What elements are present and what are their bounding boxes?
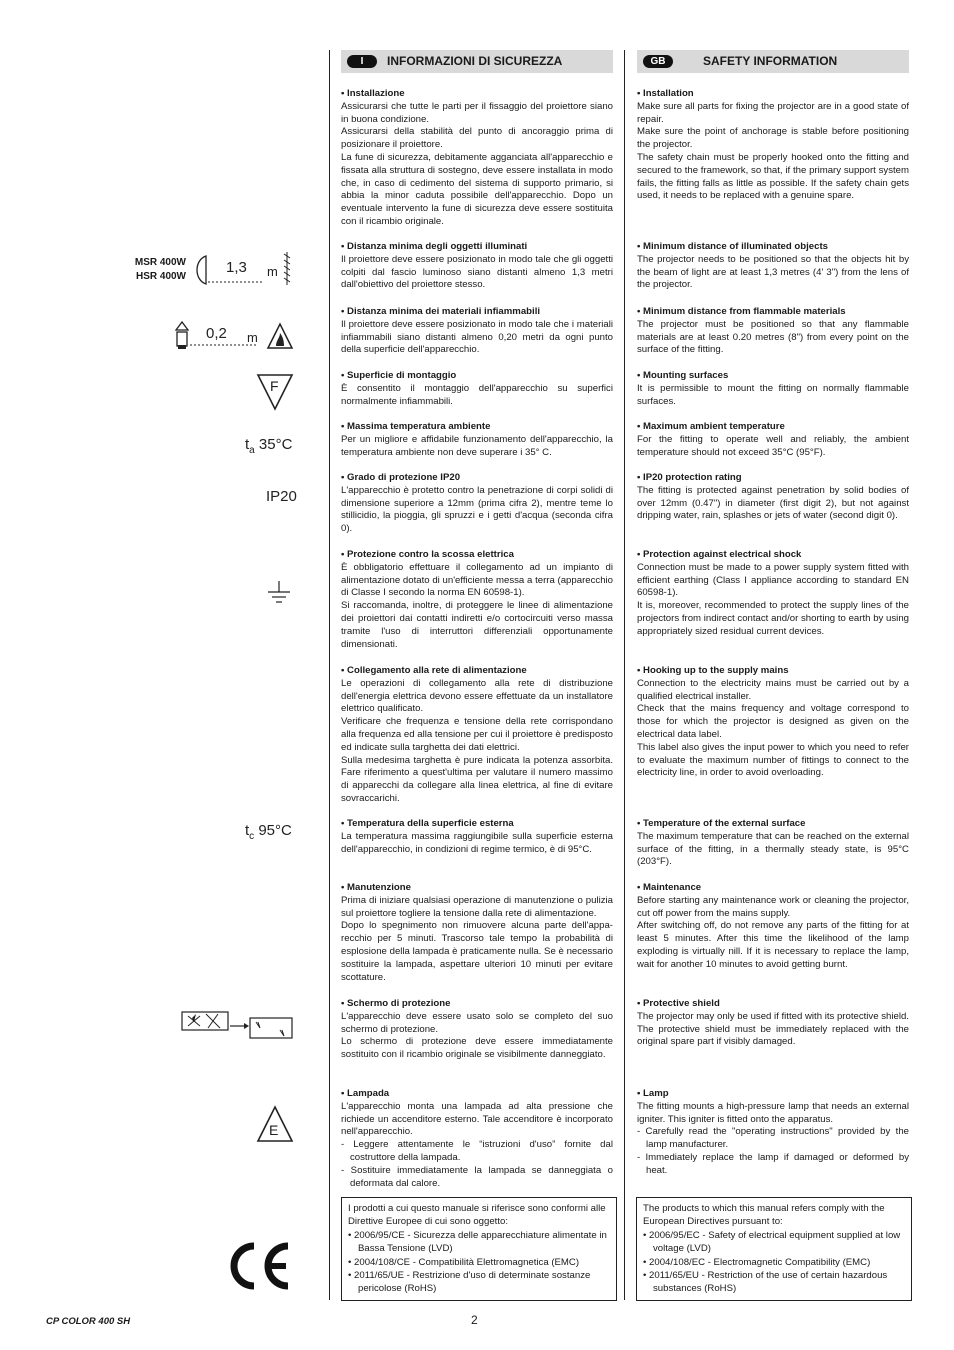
lamp-model-labels: [110, 256, 186, 284]
ambient-temp-sub: a: [249, 445, 255, 456]
mounting-surface-letter: F: [270, 378, 279, 394]
illuminated-distance-unit: m: [267, 264, 278, 279]
list-item: • 2011/65/UE - Restrizione d'uso di determinate sostanze pericolose (RoHS): [348, 1270, 591, 1295]
language-badge-it: I: [347, 55, 377, 68]
surface-temp-sub: c: [249, 831, 255, 842]
divider-left: [329, 50, 330, 1300]
it-section-mounting-surface: • Superficie di montaggio È consentito il montaggio dell'apparecchio su superfici normalmente infiammabili.: [341, 370, 613, 407]
it-section-min-distance-lit: • Distanza minima degli oggetti illuminati Il proiettore deve essere posizionato in modo tale che gli oggetti colpiti dal fascio luminoso siano distanti almeno 1,3 metri dall'obiettivo del proiettore stesso.: [341, 241, 613, 291]
gb-section-lamp: • Lamp The fitting mounts a high-pressure lamp that needs an external igniter. This igniter is fitted onto the apparatus. - Carefully read the "operating instructions" provided by the lamp manufacturer. - Immediately replace the lamp if damaged or deformed by heat.: [637, 1088, 909, 1176]
list-item: • 2004/108/EC - Electromagnetic Compatibility (EMC): [643, 1256, 871, 1268]
surface-temp-value: 95°C: [258, 822, 292, 839]
it-section-maintenance: • Manutenzione Prima di iniziare qualsiasi operazione di manutenzione o pulizia sul proiettore togliere la tensione dalla rete di alimentazione. Dopo lo spegnimento non rimuovere alcuna parte dell'appa-recchio per 5 minuti. Trascorso tale tempo la probabilità di esplosione della lampada è praticamente nulla. Se è necessario sostituire la lampada, aspettare ulteriori 10 minuti per evitare scottature.: [341, 882, 613, 983]
ambient-temp-prefix: t: [245, 436, 250, 453]
illuminated-distance-value: 1,3: [226, 259, 247, 276]
flammable-distance-icon: [172, 318, 296, 352]
gb-column-header: [637, 50, 909, 73]
earth-ground-icon: [266, 580, 292, 606]
list-item: • 2006/95/CE - Sicurezza delle apparecchiature alimentate in Bassa Tensione (LVD): [348, 1229, 607, 1255]
it-section-min-distance-flammable: • Distanza minima dei materiali infiammabili Il proiettore deve essere posizionato in modo tale che i materiali infiammabili siano distanti almeno 0,20 metri da ogni punto della superficie dell'apparecchio.: [341, 306, 613, 356]
it-section-installation: • Installazione Assicurarsi che tutte le parti per il fissaggio del proiettore siano in buona condizione. Assicurarsi della stabilità del punto di ancoraggio prima di posizionare il proiettore. La fune di sicurezza, debitamente agganciata all'apparecchio e fissata alla struttura di sostegno, deve essere installata in modo che, in caso di cedimento del sistema di supporto primario, si abbia la minor caduta possibile dell'apparecchio. Dopo un eventuale intervento la fune di sicurezza deve essere sostituita con il ricambio originale.: [341, 88, 613, 227]
list-item: - Sostituire immediatamente la lampada se danneggiata o deformata dal calore.: [341, 1164, 613, 1189]
ambient-temp-symbol: [245, 436, 292, 456]
divider-middle: [624, 50, 625, 1300]
gb-section-ip20: • IP20 protection rating The fitting is protected against penetration by solid bodies of over 12mm (0.47") in diameter (first digit 2), but not against dripping water, rain, splashes or jets of water (second digit 0).: [637, 472, 909, 522]
language-badge-gb: GB: [643, 55, 673, 68]
ip-rating-label: IP20: [266, 488, 297, 505]
flammable-distance-value: 0,2: [206, 325, 227, 342]
list-item: • 2011/65/EU - Restriction of the use of certain hazardous substances (RoHS): [643, 1270, 888, 1295]
list-item: - Leggere attentamente le “istruzioni d'uso” fornite dal costruttore della lampada.: [341, 1139, 613, 1163]
gb-section-surface-temp: • Temperature of the external surface The maximum temperature that can be reached on the external surface of the fitting, in a thermally steady state, is 95°C (203°F).: [637, 818, 909, 868]
it-section-ambient-temp: • Massima temperatura ambiente Per un migliore e affidabile funzionamento dell'apparecchio, la temperatura ambiente non deve superare i 35° C.: [341, 421, 613, 458]
it-section-supply-mains: • Collegamento alla rete di alimentazione Le operazioni di collegamento alla rete di distribuzione dell'energia elettrica devono essere effettuate da un installatore elettrico qualificato. Verificare che frequenza e tensione della rete corrispondano alla frequenza ed alla tensione per cui il proiettore è predisposto ed indicate sulla targhetta dei dati elettrici. Sulla medesima targhetta è pure indicata la potenza assorbita. Fare riferimento a quest'ultima per valutare il numero massimo di apparecchi da collegare alla linea elettrica, al fine di evitare sovraccarichi.: [341, 665, 613, 804]
it-compliance-box: I prodotti a cui questo manuale si riferisce sono conformi alle Direttive Europee di cui sono oggetto: • 2006/95/CE - Sicurezza delle apparecchiature alimentate in Bassa Tensione (LVD) • 2004/108/CE - Compatibilità Elettromagnetica (EMC) • 2011/65/UE - Restrizione d'uso di determinate sostanze pericolose (RoHS): [341, 1197, 617, 1301]
list-item: • 2004/108/CE - Compatibilità Elettromagnetica (EMC): [348, 1256, 580, 1268]
lamp-warning-letter: E: [269, 1122, 279, 1138]
gb-section-installation: • Installation Make sure all parts for fixing the projector are in a good state of repair. Make sure the point of anchorage is stable before positioning the projector. The safety chain must be properly hooked onto the fitting and secured to the framework, so that, if the primary support system fails, the fitting falls as little as possible. If the safety chain gets used, it needs to be replaced with a genuine spare.: [637, 88, 909, 202]
gb-section-min-distance-flammable: • Minimum distance from flammable materials The projector must be positioned so that any flammable materials are at least 0.20 metres (8") from every point on the surface of the fitting.: [637, 306, 909, 356]
it-section-surface-temp: • Temperatura della superficie esterna La temperatura massima raggiungibile sulla superficie esterna dell'apparecchio, in condizioni di regime termico, è di 95°C.: [341, 818, 613, 855]
lamp-model-msr: MSR 400W: [134, 257, 186, 268]
gb-section-protective-shield: • Protective shield The projector may only be used if fitted with its protective shield. The protective shield must be immediately replaced with the original spare part if visibly damaged.: [637, 998, 909, 1048]
protective-shield-icon: [180, 1008, 296, 1040]
it-section-protective-shield: • Schermo di protezione L'apparecchio deve essere usato solo se completo del suo schermo di protezione. Lo schermo di protezione deve essere immediatamente sostituito con il ricambio originale se visibilmente danneggiato.: [341, 998, 613, 1061]
list-item: • 2006/95/EC - Safety of electrical equipment supplied at low voltage (LVD): [643, 1229, 901, 1255]
footer-product-name: CP COLOR 400 SH: [46, 1316, 131, 1327]
it-section-ip20: • Grado di protezione IP20 L'apparecchio è protetto contro la penetrazione di corpi solidi di dimensione superiore a 12mm (prima cifra 2), mentre teme lo stillicidio, la pioggia, gli spruzzi e i getti d'acqua (seconda cifra 0).: [341, 472, 613, 535]
surface-temp-symbol: [245, 822, 292, 842]
gb-section-min-distance-lit: • Minimum distance of illuminated objects The projector needs to be positioned so that the objects hit by the beam of light are at least 1,3 metres (4' 3") from the lens of the projector.: [637, 241, 909, 291]
gb-column-title: SAFETY INFORMATION: [703, 54, 838, 68]
gb-section-ambient-temp: • Maximum ambient temperature For the fitting to operate well and reliably, the ambient temperature should not exceed 35°C (95°F).: [637, 421, 909, 458]
ce-mark: [222, 1240, 296, 1292]
gb-section-supply-mains: • Hooking up to the supply mains Connection to the electricity mains must be carried out by a qualified electrical installer. Check that the mains frequency and voltage correspond to those for which the projector is designed as given on the electrical data label. This label also gives the input power to which you need to refer to evaluate the maximum number of fittings to connect to the electricity line, in order to avoid overloading.: [637, 665, 909, 779]
it-column-title: INFORMAZIONI DI SICUREZZA: [387, 54, 563, 68]
it-column-header: [341, 50, 613, 73]
gb-section-electric-shock: • Protection against electrical shock Connection must be made to a power supply system fitted with efficient earthing (Class I appliance according to standard EN 60598-1). It is, moreover, recommended to protect the supply lines of the projectors from indirect contact and/or shorting to earth by using appropriately sized residual current devices.: [637, 549, 909, 637]
ambient-temp-value: 35°C: [258, 436, 293, 453]
lamp-model-hsr: HSR 400W: [135, 271, 186, 282]
surface-temp-prefix: t: [245, 822, 250, 839]
it-section-lamp: • Lampada L'apparecchio monta una lampada ad alta pressione che richiede un accenditore esterno. Tale accenditore è incorporato nell'apparecchio. - Leggere attentamente le “istruzioni d'uso” fornite dal costruttore della lampada. - Sostituire immediatamente la lampada se danneggiata o deformata dal calore.: [341, 1088, 613, 1189]
gb-section-maintenance: • Maintenance Before starting any maintenance work or cleaning the projector, cut off power from the mains supply. After switching off, do not remove any parts of the fitting for at least 5 minutes. After this time the likelihood of the lamp exploding is virtually nill. If it is necessary to replace the lamp, wait for another 10 minutes to avoid getting burnt.: [637, 882, 909, 970]
gb-section-mounting-surface: • Mounting surfaces It is permissible to mount the fitting on normally flammable surfaces.: [637, 370, 909, 407]
it-section-electric-shock: • Protezione contro la scossa elettrica È obbligatorio effettuare il collegamento ad un impianto di alimentazione dotato di un'efficiente messa a terra (apparecchio di Classe I secondo la norma EN 60598-1). Si raccomanda, inoltre, di proteggere le linee di alimentazione dei proiettori dai contatti indiretti e/o cortocircuiti verso massa tramite l'uso di interruttori differenziali opportunamente dimensionati.: [341, 549, 613, 650]
flammable-distance-unit: m: [247, 330, 258, 345]
list-item: - Carefully read the "operating instructions" provided by the lamp manufacturer.: [637, 1126, 909, 1151]
list-item: - Immediately replace the lamp if damaged or deformed by heat.: [637, 1151, 909, 1176]
page-number: 2: [471, 1313, 478, 1327]
gb-compliance-box: The products to which this manual refers comply with the European Directives pursuant to: • 2006/95/EC - Safety of electrical equipment supplied at low voltage (LVD) • 2004/108/EC - Electromagnetic Compatibility (EMC) • 2011/65/EU - Restriction of the use of certain hazardous substances (RoHS): [636, 1197, 912, 1301]
